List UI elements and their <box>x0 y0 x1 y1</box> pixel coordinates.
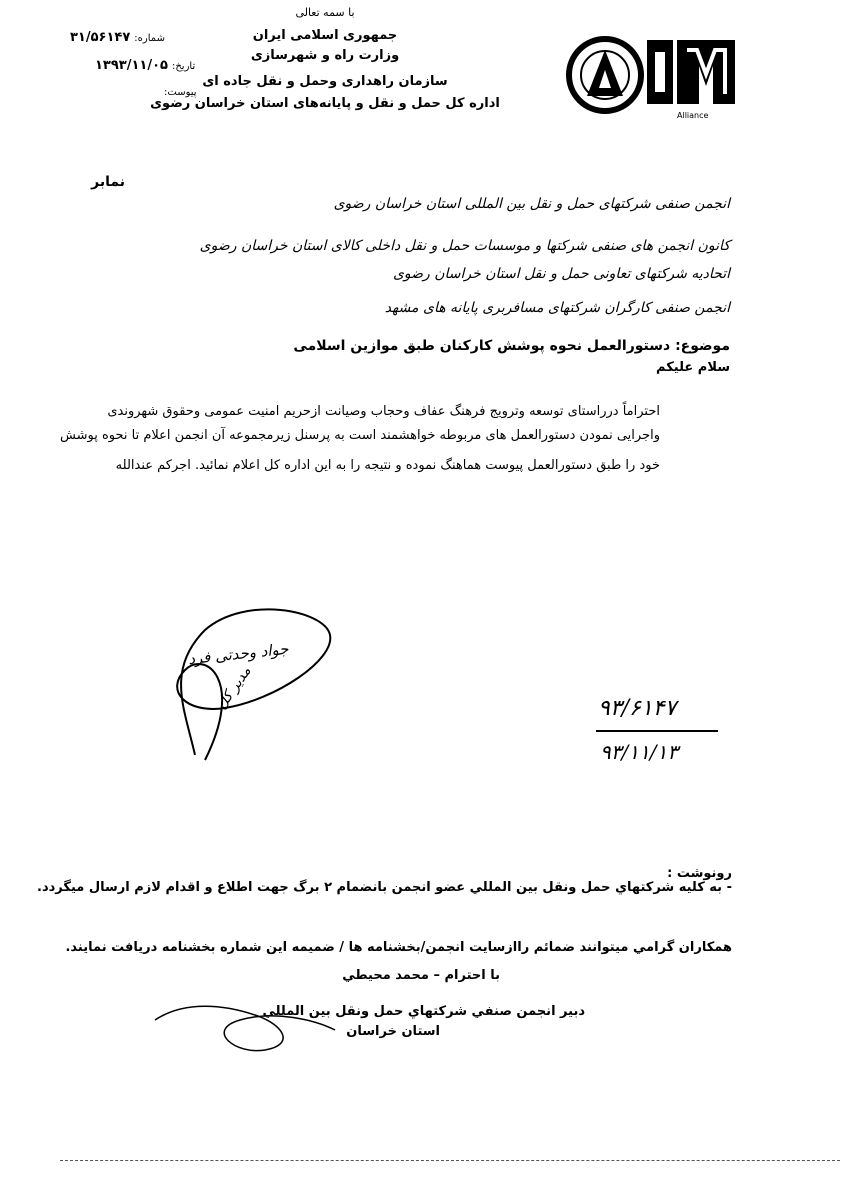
recipient-line: انجمن صنفی شرکتهای حمل و نقل بین المللی استان خراسان رضوی <box>333 196 730 212</box>
recipient-line: اتحادیه شرکتهای تعاونی حمل و نقل استان خراسان رضوی <box>392 266 730 282</box>
header-invocation: با سمه تعالی <box>295 6 355 19</box>
recipient-line: انجمن صنفی کارگران شرکتهای مسافربری پایانه های مشهد <box>384 300 730 316</box>
cc-line: همکاران گرامي ميتوانند ضمائم راازسايت انجمن/بخشنامه ها / ضميمه اين شماره بخشنامه دريافت نمايند. <box>65 940 732 955</box>
registration-number: ۹۳/۶۱۴۷ <box>598 696 677 721</box>
cc-label: رونوشت : <box>667 866 732 881</box>
header-department: اداره کل حمل و نقل و پایانه‌های استان خراسان رضوی <box>150 96 500 111</box>
logo-text: Alliance <box>677 111 709 120</box>
fax-label: نمابر <box>91 174 125 190</box>
header-republic: جمهوری اسلامی ایران <box>252 28 398 43</box>
letter-number-value: ۳۱/۵۶۱۴۷ <box>70 30 131 45</box>
header-organization: سازمان راهداری وحمل و نقل جاده ای <box>202 74 448 89</box>
letter-date-value: ۱۳۹۳/۱۱/۰۵ <box>95 58 168 73</box>
body-line: واجرایی نمودن دستورالعمل های مربوطه خواهشمند است به پرسنل زیرمجموعه آن انجمن اعلام تا نحوه پوشش <box>60 428 660 443</box>
registration-divider <box>596 730 718 732</box>
body-line: خود را طبق دستورالعمل پیوست هماهنگ نموده و نتیجه را به این اداره کل اعلام نمائید. اجرکم عندالله <box>115 458 660 473</box>
letter-attachment-label: پیوست: <box>164 87 197 98</box>
letter-number-label: شماره: <box>134 33 165 44</box>
registration-date: ۹۳/۱۱/۱۳ <box>600 740 678 764</box>
footer-signature-icon <box>145 990 345 1060</box>
signature-name: جواد وحدتی فرد <box>187 639 290 669</box>
header-ministry: وزارت راه و شهرسازی <box>250 48 400 63</box>
letter-subject: موضوع: دستورالعمل نحوه پوشش کارکنان طبق موازین اسلامی <box>293 338 730 354</box>
letter-date-label: تاریخ: <box>171 61 196 72</box>
footer-secretary: دبير انجمن صنفي شرکتهاي حمل ونقل بين المللي <box>262 1004 585 1019</box>
footer-province: استان خراسان <box>346 1024 440 1039</box>
recipient-line: کانون انجمن های صنفی شرکتها و موسسات حمل و نقل داخلی کالای استان خراسان رضوی <box>199 238 730 254</box>
letter-number <box>70 30 165 45</box>
body-line: احتراماً درراستای توسعه وترویج فرهنگ عفاف وحجاب وصیانت ازحریم امنیت عمومی وحقوق شهروندی <box>107 404 660 419</box>
signature-title: مدیر کل <box>213 663 255 713</box>
letter-greeting: سلام علیکم <box>656 360 730 375</box>
organization-logo-icon <box>565 30 740 120</box>
letter-date <box>95 58 195 73</box>
cc-line: - به کلیه شرکتهاي حمل ونقل بين المللي عضو انجمن بانضمام ۲ برگ جهت اطلاع و اقدام لازم ارسال ميگردد. <box>37 880 732 895</box>
footer-regards: با احترام – محمد محيطي <box>342 968 500 983</box>
letter-attachment <box>160 84 197 99</box>
bottom-divider <box>60 1160 840 1161</box>
